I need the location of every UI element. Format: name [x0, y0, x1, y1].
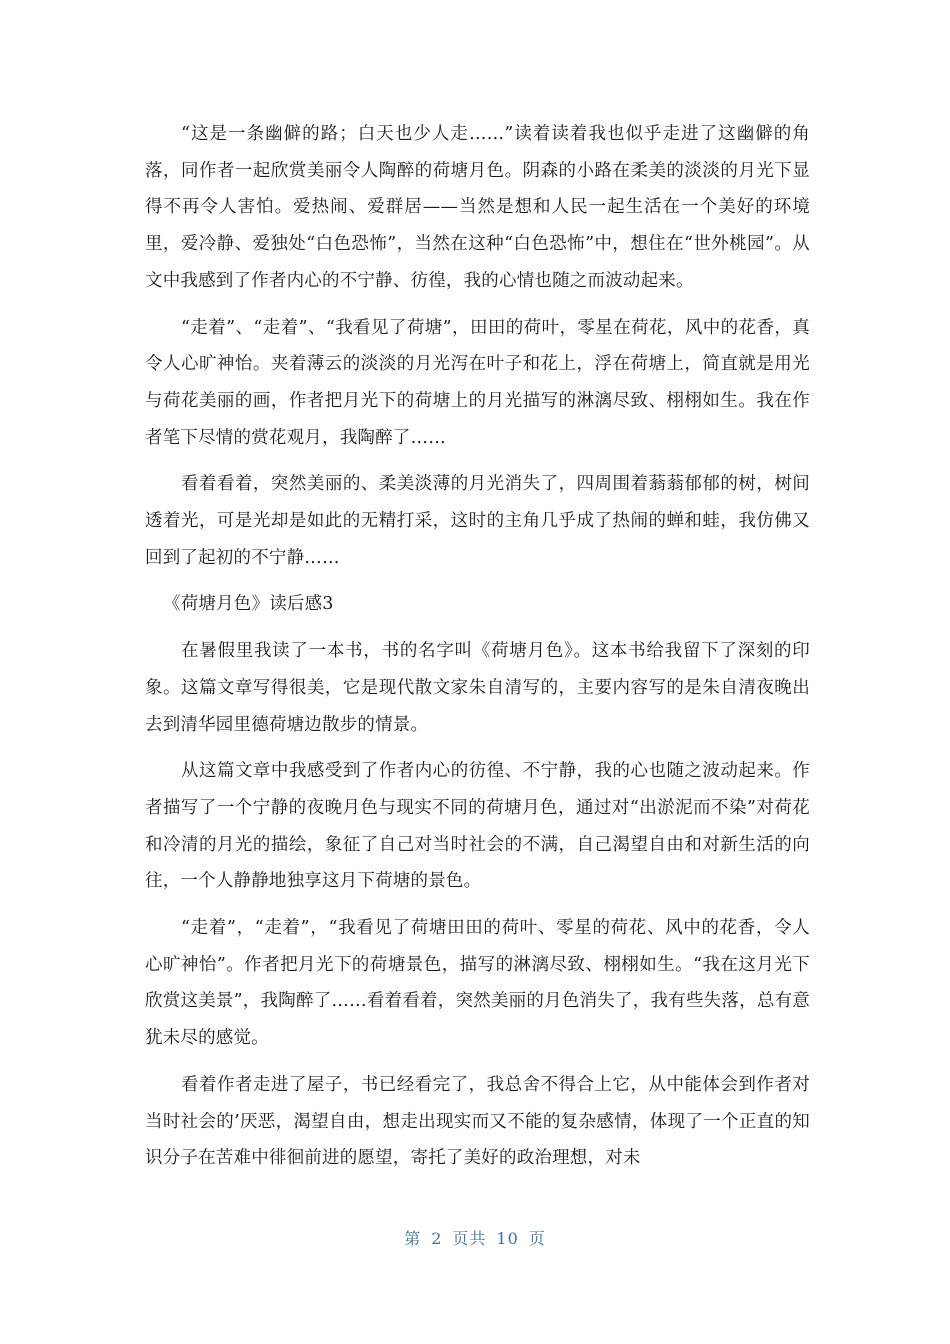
total-pages: 10 [496, 1229, 519, 1248]
page-number: 2 [431, 1229, 443, 1248]
paragraph: “这是一条幽僻的路；白天也少人走……”读着读着我也似乎走进了这幽僻的角落，同作者一起欣赏美丽令人陶醉的荷塘月色。阴森的小路在柔美的淡淡的月光下显得不再令人害怕。爱热闹、爱群居——当然是想和人民一起生活在一个美好的环境里，爱冷静、爱独处“白色恐怖”，当然在这种“白色恐怖”中，想住在“世外桃园”。从文中我感到了作者内心的不宁静、彷徨，我的心情也随之而波动起来。 [145, 124, 810, 291]
paragraph: “走着”，“走着”，“我看见了荷塘田田的荷叶、零星的荷花、风中的花香，令人心旷神怡”。作者把月光下的荷塘景色，描写的淋漓尽致、栩栩如生。“我在这月光下欣赏这美景”，我陶醉了……看着看着，突然美丽的月色消失了，我有些失落，总有意犹未尽的感觉。 [145, 918, 810, 1049]
document-body [145, 116, 810, 1187]
paragraph: “走着”、“走着”、“我看见了荷塘”，田田的荷叶，零星在荷花，风中的花香，真令人心旷神怡。夹着薄云的淡淡的月光泻在叶子和花上，浮在荷塘上，简直就是用光与荷花美丽的画，作者把月光下的荷塘上的月光描写的淋漓尽致、栩栩如生。我在作者笔下尽情的赏花观月，我陶醉了…… [145, 317, 810, 448]
paragraph: 在暑假里我读了一本书，书的名字叫《荷塘月色》。这本书给我留下了深刻的印象。这篇文章写得很美，它是现代散文家朱自清写的，主要内容写的是朱自清夜晚出去到清华园里德荷塘边散步的情景。 [145, 641, 810, 735]
paragraph: 看着作者走进了屋子，书已经看完了，我总舍不得合上它，从中能体会到作者对当时社会的’厌恶，渴望自由，想走出现实而又不能的复杂感情，体现了一个正直的知识分子在苦难中徘徊前进的愿望，寄托了美好的政治理想，对未 [145, 1074, 810, 1169]
page-suffix: 页 [528, 1229, 546, 1248]
paragraph: 从这篇文章中我感受到了作者内心的彷徨、不宁静，我的心也随之波动起来。作者描写了一个宁静的夜晚月色与现实不同的荷塘月色，通过对“出淤泥而不染”对荷花和冷清的月光的描绘，象征了自己对当时社会的不满，自己渴望自由和对新生活的向往，一个人静静地独享这月下荷塘的景色。 [145, 761, 810, 892]
paragraph: 看着看着，突然美丽的、柔美淡薄的月光消失了，四周围着蓊蓊郁郁的树，树间透着光，可是光却是如此的无精打采，这时的主角几乎成了热闹的蝉和蛙，我仿佛又回到了起初的不宁静…… [145, 474, 810, 568]
page-middle: 页共 [452, 1229, 487, 1248]
section-heading: 《荷塘月色》读后感3 [163, 594, 334, 615]
page-footer [0, 1226, 950, 1249]
page-prefix: 第 [404, 1229, 422, 1248]
